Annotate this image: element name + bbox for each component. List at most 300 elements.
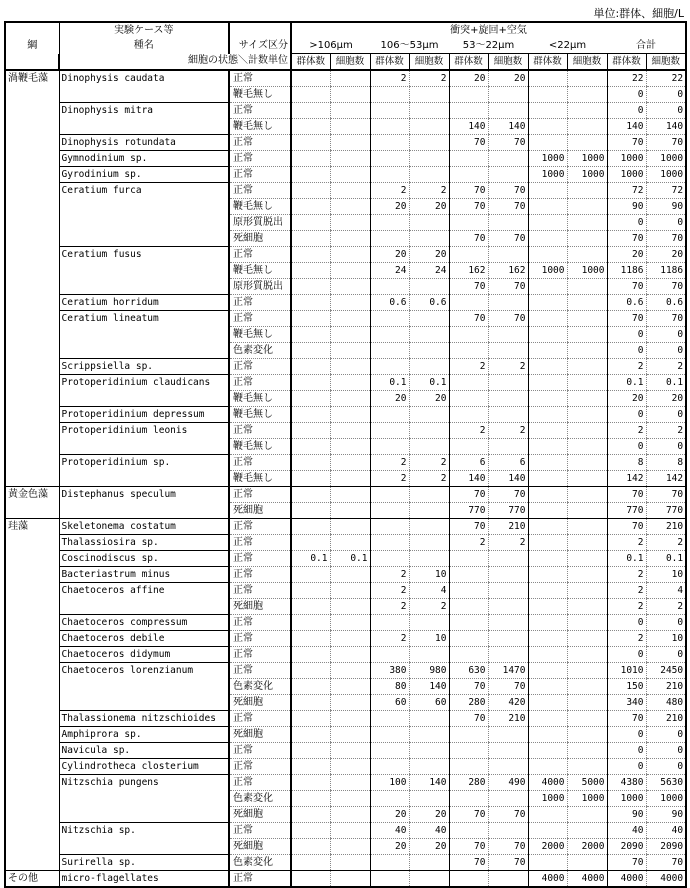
value-cell: 380 [370, 663, 409, 679]
value-cell [291, 279, 330, 295]
value-cell [291, 87, 330, 103]
value-cell [528, 759, 567, 775]
table-row [5, 135, 686, 151]
value-cell: 70 [607, 231, 646, 247]
value-cell [567, 551, 607, 567]
value-cell [291, 791, 330, 807]
value-cell [291, 151, 330, 167]
value-cell [567, 727, 607, 743]
value-cell [330, 103, 370, 119]
value-cell: 2 [370, 471, 409, 487]
class-cell [5, 695, 59, 711]
value-cell: 0.1 [646, 551, 686, 567]
value-cell: 0 [646, 215, 686, 231]
value-cell: 70 [488, 199, 528, 215]
state-cell: 正常 [229, 311, 291, 327]
species-cell: Chaetoceros affine [59, 583, 229, 599]
value-cell [449, 567, 488, 583]
value-cell [370, 615, 409, 631]
value-cell [291, 663, 330, 679]
state-cell: 鞭毛無し [229, 391, 291, 407]
value-cell: 1000 [567, 167, 607, 183]
class-cell [5, 615, 59, 631]
table-row [5, 823, 686, 839]
value-cell: 70 [488, 855, 528, 871]
class-cell [5, 567, 59, 583]
value-cell [528, 535, 567, 551]
value-cell [409, 311, 449, 327]
state-cell: 正常 [229, 535, 291, 551]
value-cell: 2 [370, 70, 409, 87]
species-cell: Ceratium furca [59, 183, 229, 199]
value-cell: 20 [607, 391, 646, 407]
value-cell [409, 711, 449, 727]
value-cell [330, 87, 370, 103]
value-cell [528, 583, 567, 599]
value-cell [330, 535, 370, 551]
species-cell: Chaetoceros debile [59, 631, 229, 647]
table-row [5, 87, 686, 103]
value-cell [409, 87, 449, 103]
value-cell [370, 343, 409, 359]
value-cell [291, 119, 330, 135]
value-cell [449, 599, 488, 615]
size-bin: <22μm [548, 39, 587, 51]
state-cell: 正常 [229, 775, 291, 791]
value-cell: 4 [646, 583, 686, 599]
value-cell [330, 647, 370, 663]
table-row [5, 871, 686, 888]
value-cell [567, 743, 607, 759]
value-cell: 20 [370, 839, 409, 855]
species-cell [59, 807, 229, 823]
class-cell [5, 759, 59, 775]
table-row [5, 791, 686, 807]
value-cell [567, 247, 607, 263]
species-cell: Chaetoceros compressum [59, 615, 229, 631]
table-row [5, 711, 686, 727]
value-cell [370, 855, 409, 871]
value-cell [330, 839, 370, 855]
value-cell: 100 [370, 775, 409, 791]
value-cell: 2 [370, 455, 409, 471]
table-row [5, 535, 686, 551]
value-cell [370, 279, 409, 295]
value-cell [291, 375, 330, 391]
value-cell [449, 823, 488, 839]
species-cell: Chaetoceros didymum [59, 647, 229, 663]
value-cell [528, 631, 567, 647]
species-cell [59, 503, 229, 519]
value-cell: 2 [409, 599, 449, 615]
value-cell: 70 [449, 807, 488, 823]
table-row [5, 519, 686, 535]
value-cell [528, 567, 567, 583]
class-cell [5, 775, 59, 791]
value-cell [291, 311, 330, 327]
size-label: サイズ区分 [229, 38, 291, 54]
value-cell: 1470 [488, 663, 528, 679]
value-cell: 2 [370, 583, 409, 599]
value-cell: 1000 [567, 791, 607, 807]
table-row [5, 199, 686, 215]
class-cell [5, 679, 59, 695]
value-cell: 20 [370, 247, 409, 263]
value-cell: 162 [449, 263, 488, 279]
table-row [5, 407, 686, 423]
value-cell [409, 727, 449, 743]
value-cell [291, 503, 330, 519]
value-cell [567, 807, 607, 823]
table-row [5, 295, 686, 311]
value-cell [291, 743, 330, 759]
species-cell [59, 327, 229, 343]
value-cell [291, 519, 330, 535]
value-cell [330, 199, 370, 215]
table-row [5, 183, 686, 199]
value-cell [409, 551, 449, 567]
value-cell [370, 103, 409, 119]
value-cell [291, 679, 330, 695]
value-cell [409, 343, 449, 359]
value-cell: 24 [370, 263, 409, 279]
state-cell: 正常 [229, 615, 291, 631]
species-cell: Skeletonema costatum [59, 519, 229, 535]
value-cell [488, 391, 528, 407]
value-cell [370, 119, 409, 135]
value-cell [409, 119, 449, 135]
species-cell: Nitzschia sp. [59, 823, 229, 839]
value-cell [567, 855, 607, 871]
value-cell: 4 [409, 583, 449, 599]
state-cell: 死細胞 [229, 727, 291, 743]
value-cell: 5630 [646, 775, 686, 791]
value-cell [567, 135, 607, 151]
value-cell [567, 87, 607, 103]
class-cell [5, 119, 59, 135]
species-label: 種名 [59, 38, 229, 54]
value-cell [291, 631, 330, 647]
class-cell [5, 551, 59, 567]
value-cell: 2 [607, 423, 646, 439]
value-cell [528, 711, 567, 727]
class-cell [5, 391, 59, 407]
value-cell [370, 519, 409, 535]
value-cell [409, 423, 449, 439]
value-cell [567, 599, 607, 615]
value-cell: 70 [607, 279, 646, 295]
value-cell [488, 567, 528, 583]
value-cell: 0 [607, 407, 646, 423]
value-cell [330, 583, 370, 599]
state-cell: 正常 [229, 487, 291, 503]
state-cell: 原形質脱出 [229, 279, 291, 295]
state-cell: 鞭毛無し [229, 119, 291, 135]
value-cell [330, 407, 370, 423]
value-cell [330, 183, 370, 199]
table-row [5, 567, 686, 583]
value-cell: 70 [607, 311, 646, 327]
value-cell [528, 695, 567, 711]
value-cell: 20 [488, 70, 528, 87]
value-cell [528, 103, 567, 119]
table-row [5, 471, 686, 487]
value-cell [291, 183, 330, 199]
value-cell: 4000 [646, 871, 686, 888]
value-cell: 20 [409, 391, 449, 407]
size-bin: 合計 [607, 38, 686, 54]
value-cell: 2 [488, 423, 528, 439]
value-cell: 770 [646, 503, 686, 519]
value-cell: 70 [607, 711, 646, 727]
value-cell: 10 [646, 631, 686, 647]
value-cell [528, 727, 567, 743]
value-cell [567, 327, 607, 343]
table-row [5, 583, 686, 599]
value-cell [488, 759, 528, 775]
value-cell: 0 [646, 87, 686, 103]
value-cell [488, 791, 528, 807]
table-row [5, 343, 686, 359]
table-row [5, 151, 686, 167]
value-cell [291, 455, 330, 471]
value-cell [330, 215, 370, 231]
state-cell: 死細胞 [229, 807, 291, 823]
value-cell [291, 535, 330, 551]
value-cell: 90 [646, 807, 686, 823]
table-row [5, 375, 686, 391]
class-cell [5, 279, 59, 295]
value-cell: 70 [646, 487, 686, 503]
value-cell [567, 759, 607, 775]
table-row [5, 359, 686, 375]
state-cell: 死細胞 [229, 599, 291, 615]
value-cell: 24 [409, 263, 449, 279]
value-cell: 70 [449, 711, 488, 727]
value-cell: 210 [646, 679, 686, 695]
value-cell: 4380 [607, 775, 646, 791]
value-cell: 0 [646, 647, 686, 663]
value-cell: 40 [607, 823, 646, 839]
value-cell: 2 [409, 70, 449, 87]
value-cell [488, 615, 528, 631]
value-cell [567, 711, 607, 727]
value-cell [330, 695, 370, 711]
value-cell: 70 [449, 487, 488, 503]
value-cell [330, 295, 370, 311]
table-row [5, 487, 686, 503]
value-cell [409, 759, 449, 775]
value-cell: 490 [488, 775, 528, 791]
value-cell: 1000 [528, 167, 567, 183]
value-cell [528, 439, 567, 455]
value-cell: 20 [409, 247, 449, 263]
class-cell [5, 311, 59, 327]
value-cell [330, 567, 370, 583]
value-cell: 70 [488, 231, 528, 247]
value-cell [330, 727, 370, 743]
class-cell [5, 727, 59, 743]
value-cell: 20 [409, 807, 449, 823]
table-row [5, 311, 686, 327]
class-cell [5, 215, 59, 231]
value-cell: 0.6 [370, 295, 409, 311]
class-cell [5, 407, 59, 423]
value-cell [488, 599, 528, 615]
value-cell: 10 [646, 567, 686, 583]
table-row [5, 279, 686, 295]
species-cell: Cylindrotheca closterium [59, 759, 229, 775]
value-cell: 90 [607, 199, 646, 215]
value-cell: 70 [488, 807, 528, 823]
count-col: 細胞数 [567, 54, 607, 71]
species-cell: Scrippsiella sp. [59, 359, 229, 375]
class-cell [5, 855, 59, 871]
value-cell [567, 503, 607, 519]
value-cell [449, 727, 488, 743]
species-cell: Navicula sp. [59, 743, 229, 759]
value-cell [488, 375, 528, 391]
value-cell: 140 [488, 471, 528, 487]
class-cell [5, 663, 59, 679]
value-cell: 70 [449, 135, 488, 151]
value-cell [291, 695, 330, 711]
value-cell: 280 [449, 695, 488, 711]
table-row [5, 119, 686, 135]
value-cell: 70 [607, 135, 646, 151]
state-cell: 正常 [229, 583, 291, 599]
state-cell: 色素変化 [229, 791, 291, 807]
value-cell: 80 [370, 679, 409, 695]
value-cell [330, 679, 370, 695]
value-cell [449, 151, 488, 167]
value-cell [449, 103, 488, 119]
value-cell: 420 [488, 695, 528, 711]
state-cell: 原形質脱出 [229, 215, 291, 231]
state-cell: 正常 [229, 423, 291, 439]
value-cell: 20 [409, 199, 449, 215]
state-cell: 正常 [229, 375, 291, 391]
value-cell: 2 [607, 567, 646, 583]
value-cell [370, 487, 409, 503]
state-cell: 死細胞 [229, 503, 291, 519]
class-cell [5, 359, 59, 375]
value-cell [409, 615, 449, 631]
value-cell [567, 423, 607, 439]
value-cell: 1186 [607, 263, 646, 279]
state-label: 細胞の状態＼計数単位 [59, 54, 291, 71]
value-cell [330, 279, 370, 295]
value-cell: 140 [449, 119, 488, 135]
value-cell [330, 599, 370, 615]
value-cell [291, 615, 330, 631]
state-cell: 色素変化 [229, 343, 291, 359]
state-cell: 正常 [229, 183, 291, 199]
value-cell [528, 199, 567, 215]
value-cell: 2 [646, 535, 686, 551]
value-cell [330, 663, 370, 679]
value-cell [330, 487, 370, 503]
species-cell: Coscinodiscus sp. [59, 551, 229, 567]
value-cell [330, 455, 370, 471]
value-cell: 280 [449, 775, 488, 791]
value-cell [528, 807, 567, 823]
value-cell: 20 [370, 391, 409, 407]
value-cell: 72 [646, 183, 686, 199]
species-cell: Ceratium horridum [59, 295, 229, 311]
value-cell [291, 407, 330, 423]
table-row [5, 855, 686, 871]
value-cell [528, 375, 567, 391]
value-cell [409, 215, 449, 231]
value-cell [528, 279, 567, 295]
value-cell [409, 151, 449, 167]
state-cell: 死細胞 [229, 231, 291, 247]
value-cell: 1000 [528, 791, 567, 807]
species-cell: Nitzschia pungens [59, 775, 229, 791]
value-cell: 2 [488, 535, 528, 551]
value-cell: 0 [646, 103, 686, 119]
value-cell [409, 855, 449, 871]
value-cell [370, 439, 409, 455]
value-cell [291, 807, 330, 823]
species-cell: Protoperidinium claudicans [59, 375, 229, 391]
value-cell [330, 759, 370, 775]
value-cell: 2000 [528, 839, 567, 855]
value-cell [488, 215, 528, 231]
species-cell: Protoperidinium sp. [59, 455, 229, 471]
table-row [5, 70, 686, 87]
value-cell [528, 599, 567, 615]
value-cell: 60 [370, 695, 409, 711]
value-cell [528, 311, 567, 327]
value-cell: 0 [646, 727, 686, 743]
state-cell: 正常 [229, 823, 291, 839]
value-cell [488, 103, 528, 119]
value-cell: 70 [449, 679, 488, 695]
value-cell [528, 615, 567, 631]
value-cell [330, 855, 370, 871]
table-row [5, 103, 686, 119]
case-label: 実験ケース等 [59, 22, 229, 38]
value-cell: 1000 [607, 791, 646, 807]
value-cell [488, 343, 528, 359]
value-cell [291, 839, 330, 855]
value-cell: 0 [607, 103, 646, 119]
value-cell: 2 [449, 423, 488, 439]
value-cell [567, 183, 607, 199]
value-cell [528, 343, 567, 359]
value-cell: 0 [607, 759, 646, 775]
class-cell [5, 167, 59, 183]
class-cell [5, 231, 59, 247]
table-row [5, 759, 686, 775]
value-cell [291, 647, 330, 663]
value-cell [488, 631, 528, 647]
value-cell: 1000 [607, 151, 646, 167]
class-cell [5, 503, 59, 519]
value-cell: 5000 [567, 775, 607, 791]
value-cell [449, 87, 488, 103]
species-cell [59, 231, 229, 247]
value-cell: 2 [409, 183, 449, 199]
value-cell [409, 535, 449, 551]
value-cell [370, 215, 409, 231]
value-cell [567, 231, 607, 247]
value-cell [528, 407, 567, 423]
table-row [5, 743, 686, 759]
class-cell [5, 423, 59, 439]
